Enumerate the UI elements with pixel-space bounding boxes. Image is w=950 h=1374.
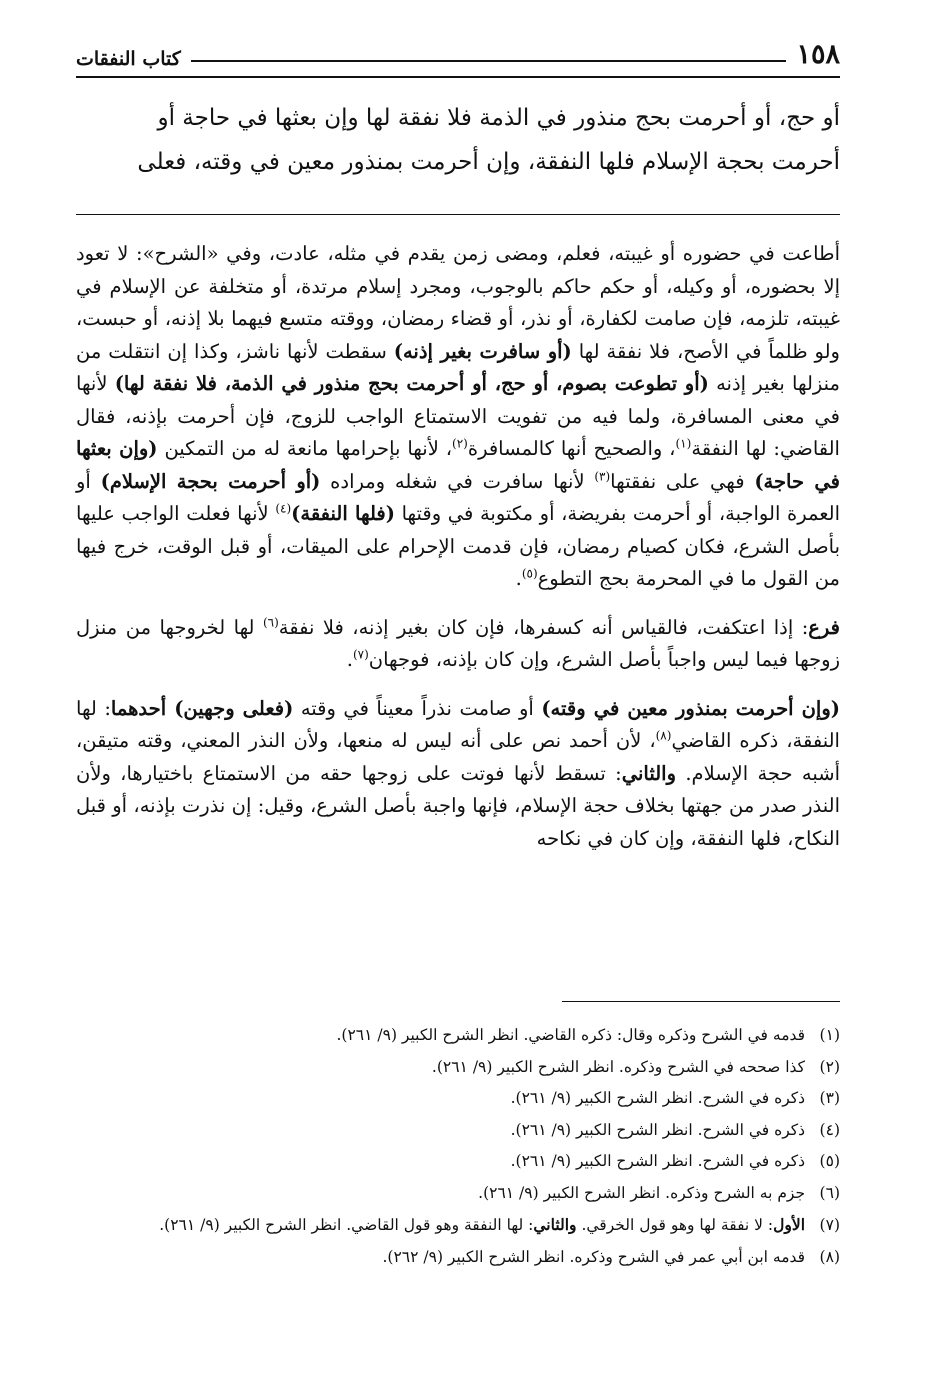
footnote-divider [562, 1001, 840, 1002]
commentary-text: . [346, 648, 353, 671]
footnote-number: (٣) [819, 1089, 840, 1107]
quoted-main-text: (أو أحرمت بحجة الإسلام) [100, 469, 321, 493]
footnote [76, 1020, 840, 1052]
book-page [76, 26, 840, 1356]
commentary-text: لأنها سافرت في شغله ومراده [320, 469, 595, 493]
commentary-text: سقطت لأنها ناشز، وكذا إن انتقلت من منزلها بغير إذنه [76, 339, 840, 395]
subsection-label: والثاني [621, 761, 677, 785]
commentary-text: لأنها في معنى المسافرة، ولما فيه من تفويت الاستمتاع الواجب للزوج، فإن أحرمت بإذنه، فقال القاضي: لها النفقة [76, 372, 840, 460]
main-text [76, 96, 840, 184]
footnote-text: ذكره في الشرح. انظر الشرح الكبير (٩/ ٢٦١). [510, 1089, 806, 1107]
commentary-paragraph [76, 612, 840, 677]
commentary-text: : إذا اعتكفت، فالقياس أنه كسفرها، فإن كان بغير إذنه، فلا نفقة [278, 615, 809, 639]
footnote-text: كذا صححه في الشرح وذكره. انظر الشرح الكبير (٩/ ٢٦١). [431, 1057, 806, 1076]
footnote-ref[interactable]: (٨) [655, 728, 672, 743]
commentary-paragraph [76, 693, 840, 856]
footnote-text: قدمه ابن أبي عمر في الشرح وذكره. انظر الشرح الكبير (٩/ ٢٦٢). [382, 1247, 806, 1266]
footnote [76, 1115, 840, 1147]
main-text-line: أو حج، أو أحرمت بحج منذور في الذمة فلا نفقة لها وإن بعثها في حاجة أو [157, 105, 840, 131]
commentary-text: لأنها فعلت الواجب عليها بأصل الشرع، فكان كصيام رمضان، فإن قدمت الإحرام على الميقات، أو قبل الوقت، خرج فيها من القول ما في المحرمة بحج التطوع [76, 502, 840, 590]
footnote [76, 1083, 840, 1115]
commentary-text: : لها النفقة، ذكره القاضي [76, 696, 840, 752]
commentary-text: . [515, 567, 522, 590]
footnote-ref[interactable]: (٦) [262, 615, 279, 629]
quoted-main-text: (أو تطوعت بصوم، أو حج، أو أحرمت بحج منذور في الذمة، فلا نفقة لها) [114, 372, 709, 395]
footnote-ref[interactable]: (٥) [521, 566, 538, 581]
quoted-main-text: (فعلى وجهين) أحدهما [110, 696, 294, 720]
quoted-main-text: (فلها النفقة) [291, 502, 395, 525]
footnote-number: (٤) [819, 1120, 840, 1139]
footnote-number: (٦) [819, 1183, 840, 1202]
footnote-text: ذكره في الشرح. انظر الشرح الكبير (٩/ ٢٦١). [510, 1152, 806, 1170]
footnote [76, 1178, 840, 1210]
commentary-text: أو صامت نذراً معيناً في وقته [293, 696, 542, 720]
commentary-text: أطاعت في حضوره أو غيبته، فعلم، ومضى زمن يقدم في مثله، عادت، وفي «الشرح»: لا تعود إلا بحضوره، أو وكيله، أو حكم حاكم بالوجوب، ومجرد إسلام مرتدة، أو متخلفة عن الإسلام في غيبته، تلزمه، فإن صامت لكفارة، أو نذر، أو قضاء رمضان، ووقته متسع فيهما بلا إذنه، أو حبست، ولو ظلماً في الأصح، فلا نفقة لها [76, 242, 840, 363]
footnote-number: (٨) [819, 1247, 840, 1266]
main-text-line: أحرمت بحجة الإسلام فلها النفقة، وإن أحرمت بمنذور معين في وقته، فعلى [137, 149, 840, 175]
commentary-text: أو العمرة الواجبة، أو أحرمت بفريضة، أو مكتوبة في وقتها [76, 469, 841, 525]
footnote-number: (١) [819, 1026, 840, 1044]
footnote-ref[interactable]: (٤) [275, 501, 292, 516]
quoted-main-text: (وإن أحرمت بمنذور معين في وقته) [541, 696, 840, 720]
main-text-divider [76, 214, 840, 215]
footnote [76, 1052, 840, 1084]
footnote [76, 1146, 840, 1178]
commentary-text: ، والصحيح أنها كالمسافرة [467, 437, 676, 460]
footnote [76, 1209, 840, 1242]
footnote-ref[interactable]: (٧) [352, 647, 369, 662]
footnote [76, 1242, 840, 1274]
commentary-text: فهي على نفقتها [610, 469, 755, 493]
footnotes [76, 1020, 840, 1273]
footnote-text: : لا نفقة لها وهو قول الخرقي. [576, 1216, 774, 1234]
footnote-label: والثاني [533, 1215, 577, 1234]
subsection-label: فرع [808, 615, 840, 639]
footnote-ref[interactable]: (١) [675, 436, 692, 451]
commentary-text: لها لخروجها من منزل زوجها فيما ليس واجباً بأصل الشرع، وإن كان بإذنه، فوجهان [76, 615, 840, 671]
commentary-text: ، لأن أحمد نص على أنه ليس له منعها، ولأن النذر المعني، وقته متيقن، أشبه حجة الإسلام. [76, 729, 840, 785]
commentary-paragraph [76, 238, 840, 596]
book-title: كتاب النفقات [76, 48, 181, 70]
footnote-number: (٥) [819, 1152, 840, 1170]
commentary-text: ، لأنها بإحرامها مانعة له من التمكين [157, 437, 453, 460]
footnote-ref[interactable]: (٢) [452, 436, 468, 451]
footnote-ref[interactable]: (٣) [594, 469, 611, 483]
footnote-text: جزم به الشرح وذكره. انظر الشرح الكبير (٩/ ٢٦١). [478, 1183, 806, 1202]
footnote-label: الأول [773, 1215, 806, 1234]
footnote-number: (٧) [819, 1216, 840, 1234]
footnote-text: قدمه في الشرح وذكره وقال: ذكره القاضي. انظر الشرح الكبير (٩/ ٢٦١). [336, 1026, 806, 1044]
page-number: ١٥٨ [796, 39, 840, 70]
header-divider [76, 76, 840, 78]
footnote-number: (٢) [819, 1057, 840, 1076]
quoted-main-text: (وإن بعثها في حاجة) [76, 437, 840, 493]
commentary [76, 238, 840, 869]
running-header [76, 34, 840, 70]
header-rule [191, 60, 787, 62]
quoted-main-text: (أو سافرت بغير إذنه) [393, 339, 572, 363]
commentary-text: : تسقط لأنها فوتت على زوجها حقه من الاستمتاع باختيارها، ولأن النذر صدر من جهتها بخلاف حجة الإسلام، فإنها واجبة بأصل الشرع، وقيل: إن نذرت بإذنه، أو قبل النكاح، فلها النفقة، وإن كان في نكاحه [76, 761, 840, 850]
footnote-text: : لها النفقة وهو قول القاضي. انظر الشرح الكبير (٩/ ٢٦١). [159, 1216, 534, 1234]
footnote-text: ذكره في الشرح. انظر الشرح الكبير (٩/ ٢٦١). [510, 1120, 806, 1139]
